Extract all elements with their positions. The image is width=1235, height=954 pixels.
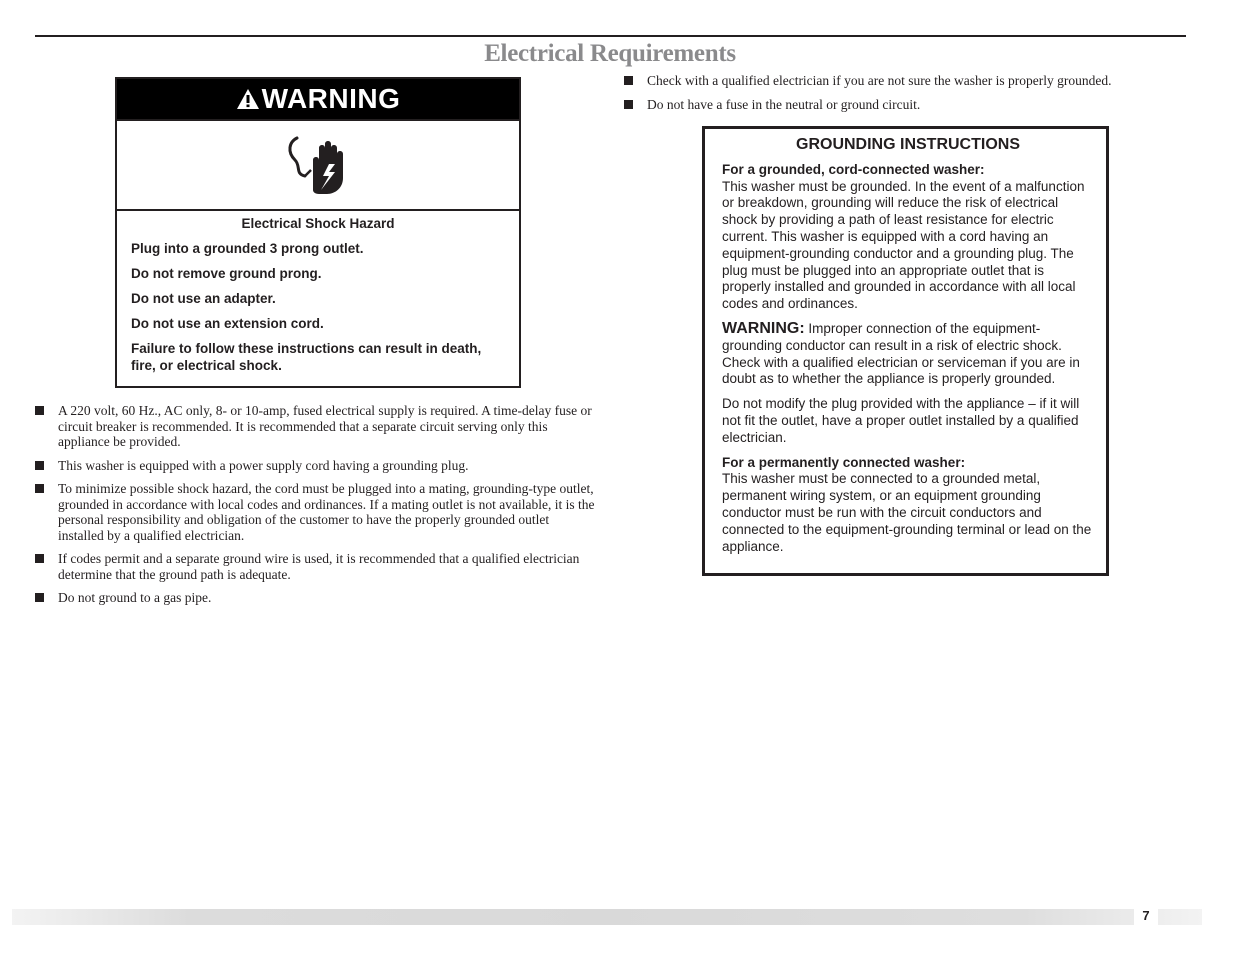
bullet-square-icon [35,461,44,470]
page-number: 7 [1134,906,1158,925]
bullet-square-icon [35,406,44,415]
warning-line: Plug into a grounded 3 prong outlet. [131,241,364,256]
list-item-text: A 220 volt, 60 Hz., AC only, 8- or 10-amp, fused electrical supply is required. A time-delay fuse or circuit breaker is recommended. It is recommended that a separate circuit serving only this appliance be provided. [58,403,592,449]
cord-heading: For a grounded, cord-connected washer: [722,161,985,177]
list-item-text: Do not have a fuse in the neutral or ground circuit. [647,96,921,112]
right-bullet-list [623,73,1183,120]
warning-line: Do not use an extension cord. [131,316,324,331]
warning-line: Failure to follow these instructions can result in death, fire, or electrical shock. [131,341,482,373]
list-item-text: This washer is equipped with a power supply cord having a grounding plug. [58,457,469,473]
warning-body [117,211,519,374]
grounding-instructions-box [702,126,1109,576]
bullet-square-icon [35,554,44,563]
list-item-text: Check with a qualified electrician if you are not sure the washer is properly grounded. [647,73,1112,88]
list-item-text: If codes permit and a separate ground wire is used, it is recommended that a qualified electrician determine that the ground path is adequate. [58,551,580,582]
list-item [623,73,1183,89]
bullet-square-icon [35,484,44,493]
permanent-text: This washer must be connected to a grounded metal, permanent wiring system, or an equipment grounding conductor must be run with the circuit conductors and connected to the equipment-grounding terminal or lead on the appliance. [722,471,1092,554]
top-rule [35,35,1186,37]
left-bullet-list [34,403,596,614]
list-item [623,97,1183,113]
warning-text: Improper connection of the equipment-grounding conductor can result in a risk of electric shock. Check with a qualified electrician or serviceman if you are in doubt as to whether the appliance is properly grounded. [722,320,1080,387]
page-title: Electrical Requirements [484,40,736,67]
permanent-heading: For a permanently connected washer: [722,454,966,470]
permanent-section [722,455,1094,556]
warning-header [117,79,519,119]
grounding-title: GROUNDING INSTRUCTIONS [796,136,1020,153]
warning-box [115,77,521,388]
cord-text: This washer must be grounded. In the event of a malfunction or breakdown, grounding will reduce the risk of electrical shock by providing a path of least resistance for electric current. This washer is equipped with a cord having an equipment-grounding conductor and a grounding plug. The plug must be plugged into an appropriate outlet that is properly installed and grounded in accordance with all local codes and ordinances. [722,178,1085,312]
plug-text: Do not modify the plug provided with the appliance – if it will not fit the outlet, have a proper outlet installed by a qualified electrician. [722,396,1080,445]
warning-label: WARNING: [722,319,805,337]
warning-header-label: WARNING [261,83,401,114]
list-item-text: Do not ground to a gas pipe. [58,590,212,605]
list-item [34,458,596,474]
list-item [34,403,596,450]
electric-shock-hand-icon [283,130,353,200]
warning-line: Do not remove ground prong. [131,266,322,281]
list-item [34,590,596,606]
list-item [34,481,596,543]
bullet-square-icon [624,76,633,85]
bullet-square-icon [624,100,633,109]
hazard-title: Electrical Shock Hazard [241,216,395,231]
warning-section [722,321,1094,388]
warning-line: Do not use an adapter. [131,291,276,306]
bullet-square-icon [35,593,44,602]
footer-bar [12,909,1202,925]
warning-triangle-icon [236,88,260,110]
cord-section [722,162,1094,313]
list-item-text: To minimize possible shock hazard, the cord must be plugged into a mating, grounding-type outlet, grounded in accordance with local codes and ordinances. If a mating outlet is not available, it is the personal responsibility and obligation of the customer to have the properly grounded outlet installed by a qualified electrician. [58,481,595,543]
list-item [34,551,596,582]
shock-icon-area [117,119,519,211]
